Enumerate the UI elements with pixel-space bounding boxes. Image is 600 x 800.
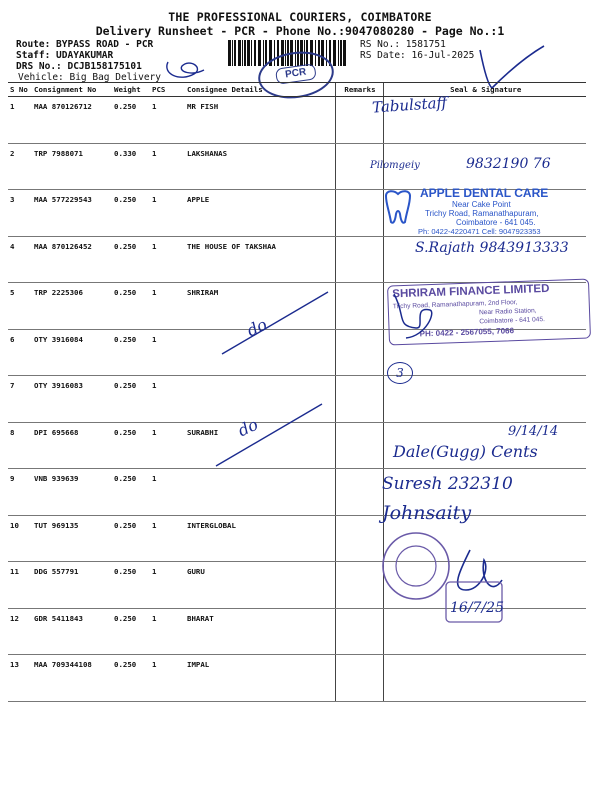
shriram-stamp-name: SHRIRAM FINANCE LIMITED — [392, 282, 550, 301]
barcode-bar — [244, 40, 246, 66]
cell-remarks — [335, 283, 383, 330]
col-header-sno: S No — [8, 83, 32, 97]
circled-number: 3 — [387, 362, 413, 384]
cell-consignment-no: VNB 939639 — [32, 469, 112, 516]
signature-row3-phone: 9832190 76 — [466, 156, 551, 172]
cell-pcs: 1 — [150, 608, 185, 655]
barcode-bar — [238, 40, 241, 66]
barcode-bar — [254, 40, 256, 66]
table-row — [8, 97, 586, 144]
cell-consignment-no: MAA 870126452 — [32, 236, 112, 283]
cell-weight: 0.250 — [112, 515, 150, 562]
rs-date: RS Date: 16-Jul-2025 — [360, 50, 475, 61]
signature-row3-name: Pilomgeiy — [370, 160, 420, 171]
cell-remarks — [335, 422, 383, 469]
barcode-bar — [228, 40, 231, 66]
cell-remarks — [335, 515, 383, 562]
vehicle-label: Vehicle: Big Bag Delivery — [18, 72, 161, 83]
cell-consignment-no: TRP 7988071 — [32, 143, 112, 190]
cell-weight: 0.250 — [112, 283, 150, 330]
cell-consignee — [185, 469, 335, 516]
signature-row9-date: 9/14/14 — [508, 424, 559, 439]
cell-consignee: APPLE — [185, 190, 335, 237]
cell-pcs: 1 — [150, 236, 185, 283]
cell-pcs: 1 — [150, 469, 185, 516]
drs-number: DRS No.: DCJB158175101 — [16, 61, 142, 72]
cell-weight: 0.330 — [112, 143, 150, 190]
cell-weight: 0.250 — [112, 329, 150, 376]
barcode-bar — [247, 40, 250, 66]
barcode-bar — [251, 40, 252, 66]
cell-sno: 5 — [8, 283, 32, 330]
barcode-bar — [242, 40, 243, 66]
cell-pcs: 1 — [150, 422, 185, 469]
cell-pcs: 1 — [150, 515, 185, 562]
cell-pcs: 1 — [150, 329, 185, 376]
ditto-mark-1: do — [243, 314, 270, 341]
apple-stamp-line2: Trichy Road, Ramanathapuram, — [425, 209, 539, 218]
barcode-bar — [340, 40, 342, 66]
cell-remarks — [335, 376, 383, 423]
cell-sno: 3 — [8, 190, 32, 237]
cell-consignment-no: MAA 577229543 — [32, 190, 112, 237]
cell-sno: 12 — [8, 608, 32, 655]
cell-consignee: INTERGLOBAL — [185, 515, 335, 562]
barcode-bar — [258, 40, 261, 66]
cell-sno: 4 — [8, 236, 32, 283]
cell-remarks — [335, 469, 383, 516]
cell-consignee: THE HOUSE OF TAKSHAA — [185, 236, 335, 283]
shriram-stamp-line2: Near Radio Station, — [478, 307, 537, 317]
ditto-mark-2: do — [234, 414, 261, 441]
cell-remarks — [335, 236, 383, 283]
cell-pcs: 1 — [150, 97, 185, 144]
cell-weight: 0.250 — [112, 376, 150, 423]
rs-number: RS No.: 1581751 — [360, 39, 446, 50]
col-header-pcs: PCS — [150, 83, 185, 97]
cell-signature — [383, 655, 586, 702]
apple-stamp-line1: Near Cake Point — [452, 200, 511, 209]
barcode-bar — [343, 40, 346, 66]
col-header-consignment: Consignment No — [32, 83, 112, 97]
cell-pcs: 1 — [150, 143, 185, 190]
shriram-stamp-line1: Trichy Road, Ramanathapuram, 2nd Floor, — [392, 299, 518, 311]
signature-row4: S.Rajath 9843913333 — [415, 240, 569, 256]
shriram-stamp-line3: Coimbatore - 641 045. — [479, 316, 546, 326]
cell-weight: 0.250 — [112, 97, 150, 144]
cell-consignment-no: OTY 3916083 — [32, 376, 112, 423]
col-header-signature: Seal & Signature — [383, 83, 586, 97]
cell-weight: 0.250 — [112, 608, 150, 655]
cell-pcs: 1 — [150, 655, 185, 702]
cell-sno: 1 — [8, 97, 32, 144]
route-label: Route: BYPASS ROAD - PCR — [16, 39, 154, 50]
cell-sno: 6 — [8, 329, 32, 376]
scribble-mark — [160, 52, 220, 84]
barcode-bar — [338, 40, 339, 66]
cell-sno: 9 — [8, 469, 32, 516]
cell-consignment-no: TUT 969135 — [32, 515, 112, 562]
cell-consignee: GURU — [185, 562, 335, 609]
cell-weight: 0.250 — [112, 190, 150, 237]
cell-pcs: 1 — [150, 283, 185, 330]
cell-consignment-no: DPI 695668 — [32, 422, 112, 469]
cell-consignment-no: MAA 709344108 — [32, 655, 112, 702]
cell-consignee: BHARAT — [185, 608, 335, 655]
cell-consignment-no: MAA 870126712 — [32, 97, 112, 144]
cell-consignee: SURABHI — [185, 422, 335, 469]
barcode-bar — [234, 40, 236, 66]
barcode-bar — [232, 40, 233, 66]
cell-weight: 0.250 — [112, 562, 150, 609]
signature-row10: Suresh 232310 — [382, 474, 513, 494]
apple-stamp-phone: Ph: 0422-4220471 Cell: 9047923353 — [418, 227, 541, 236]
col-header-remarks: Remarks — [335, 83, 383, 97]
cell-pcs: 1 — [150, 562, 185, 609]
cell-sno: 7 — [8, 376, 32, 423]
cell-weight: 0.250 — [112, 469, 150, 516]
pcr-stamp-label: PCR — [275, 63, 317, 84]
cell-sno: 13 — [8, 655, 32, 702]
cell-consignee: SHRIRAM — [185, 283, 335, 330]
cell-consignment-no: GDR 5411843 — [32, 608, 112, 655]
cell-pcs: 1 — [150, 190, 185, 237]
cell-consignment-no: OTY 3916084 — [32, 329, 112, 376]
cell-consignee: IMPAL — [185, 655, 335, 702]
cell-weight: 0.250 — [112, 422, 150, 469]
cell-sno: 8 — [8, 422, 32, 469]
apple-stamp-name: APPLE DENTAL CARE — [420, 186, 549, 200]
cell-pcs: 1 — [150, 376, 185, 423]
cell-remarks — [335, 608, 383, 655]
col-header-consignee: Consignee Details — [185, 83, 335, 97]
tooth-icon — [380, 188, 416, 228]
barcode-bar — [263, 40, 264, 66]
barcode-bar — [333, 40, 336, 66]
apple-stamp-line3: Coimbatore - 641 045. — [456, 218, 536, 227]
signature-row11: Johnsaity — [382, 502, 472, 524]
cell-remarks — [335, 562, 383, 609]
signature-row9-text: Dale(Gugg) Cents — [393, 442, 538, 461]
staff-label: Staff: UDAYAKUMAR — [16, 50, 114, 61]
cell-weight: 0.250 — [112, 655, 150, 702]
col-header-weight: Weight — [112, 83, 150, 97]
company-title: THE PROFESSIONAL COURIERS, COIMBATORE — [168, 10, 432, 24]
cell-remarks — [335, 655, 383, 702]
cell-weight: 0.250 — [112, 236, 150, 283]
table-header-row — [8, 83, 586, 97]
cell-consignee: LAKSHANAS — [185, 143, 335, 190]
table-row — [8, 655, 586, 702]
cell-signature — [383, 376, 586, 423]
signature-row13-date: 16/7/25 — [450, 600, 504, 616]
ditto-strike-2 — [212, 400, 332, 470]
cell-consignment-no: DDG 557791 — [32, 562, 112, 609]
signature-row5-scribble — [386, 286, 446, 346]
ditto-strike-1 — [218, 288, 338, 358]
cell-sno: 11 — [8, 562, 32, 609]
cell-consignment-no: TRP 2225306 — [32, 283, 112, 330]
cell-consignee: MR FISH — [185, 97, 335, 144]
cell-sno: 2 — [8, 143, 32, 190]
shriram-stamp-phone: PH: 0422 - 2567055, 7066 — [419, 326, 515, 339]
cell-remarks — [335, 329, 383, 376]
runsheet-title: Delivery Runsheet - PCR - Phone No.:9047080280 - Page No.:1 — [95, 24, 505, 38]
cell-sno: 10 — [8, 515, 32, 562]
cell-remarks — [335, 190, 383, 237]
signature-row1: Tabulstaff — [371, 93, 448, 117]
